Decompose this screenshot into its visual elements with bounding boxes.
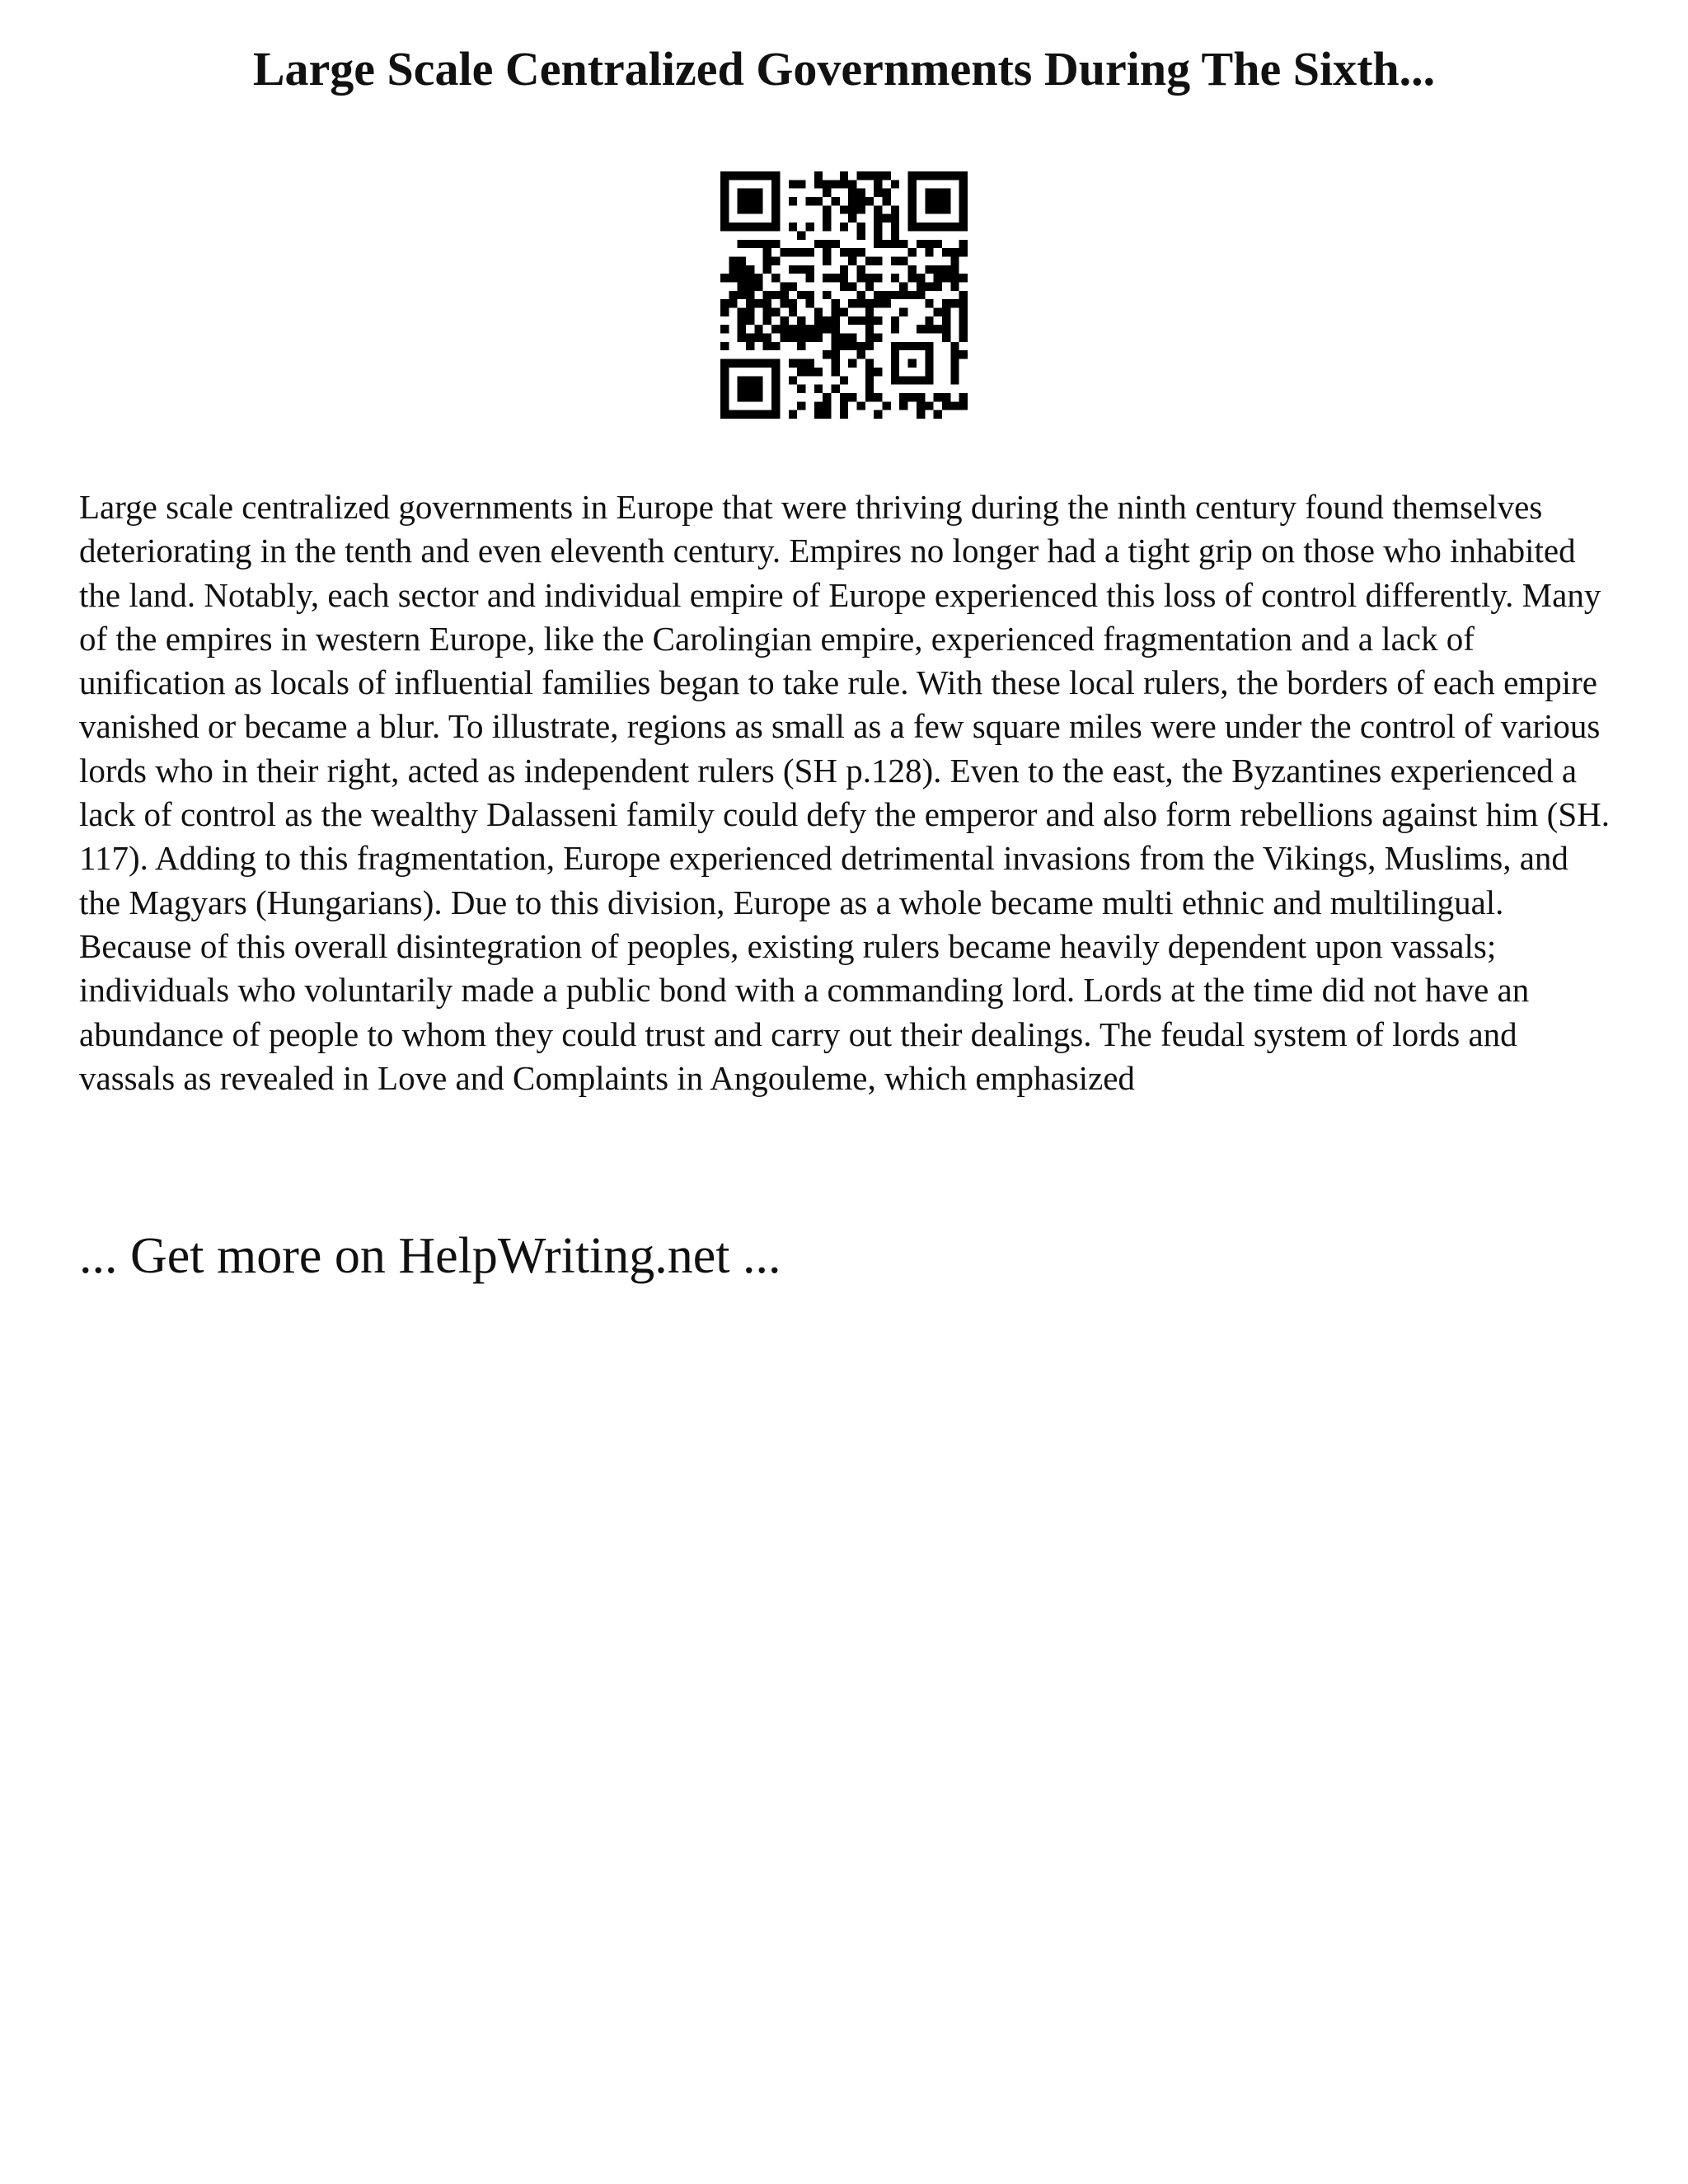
qr-code-icon (720, 171, 968, 419)
get-more-link[interactable]: ... Get more on HelpWriting.net ... (79, 1228, 781, 1284)
document-title: Large Scale Centralized Governments During The Sixth... (252, 42, 1436, 96)
body-paragraph: Large scale centralized governments in Europe that were thriving during the ninth century found themselves deteriorating in the tenth and even eleventh century. Empires no longer had a tight grip on those who inhabited the land. Notably, each sector and individual empire of Europe experienced this loss of control differently. Many of the empires in western Europe, like the Carolingian empire, experienced fragmentation and a lack of unification as locals of influential families began to take rule. With these local rulers, the borders of each empire vanished or became a blur. To illustrate, regions as small as a few square miles were under the control of various lords who in their right, acted as independent rulers (SH p.128). Even to the east, the Byzantines experienced a lack of control as the wealthy Dalasseni family could defy the emperor and also form rebellions against him (SH. 117). Adding to this fragmentation, Europe experienced detrimental invasions from the Vikings, Muslims, and the Magyars (Hungarians). Due to this division, Europe as a whole became multi ethnic and multilingual. Because of this overall disintegration of peoples, existing rulers became heavily dependent upon vassals; individuals who voluntarily made a public bond with a commanding lord. Lords at the time did not have an abundance of people to whom they could trust and carry out their dealings. The feudal system of lords and vassals as revealed in Love and Complaints in Angouleme, which emphasized (79, 488, 1610, 1097)
